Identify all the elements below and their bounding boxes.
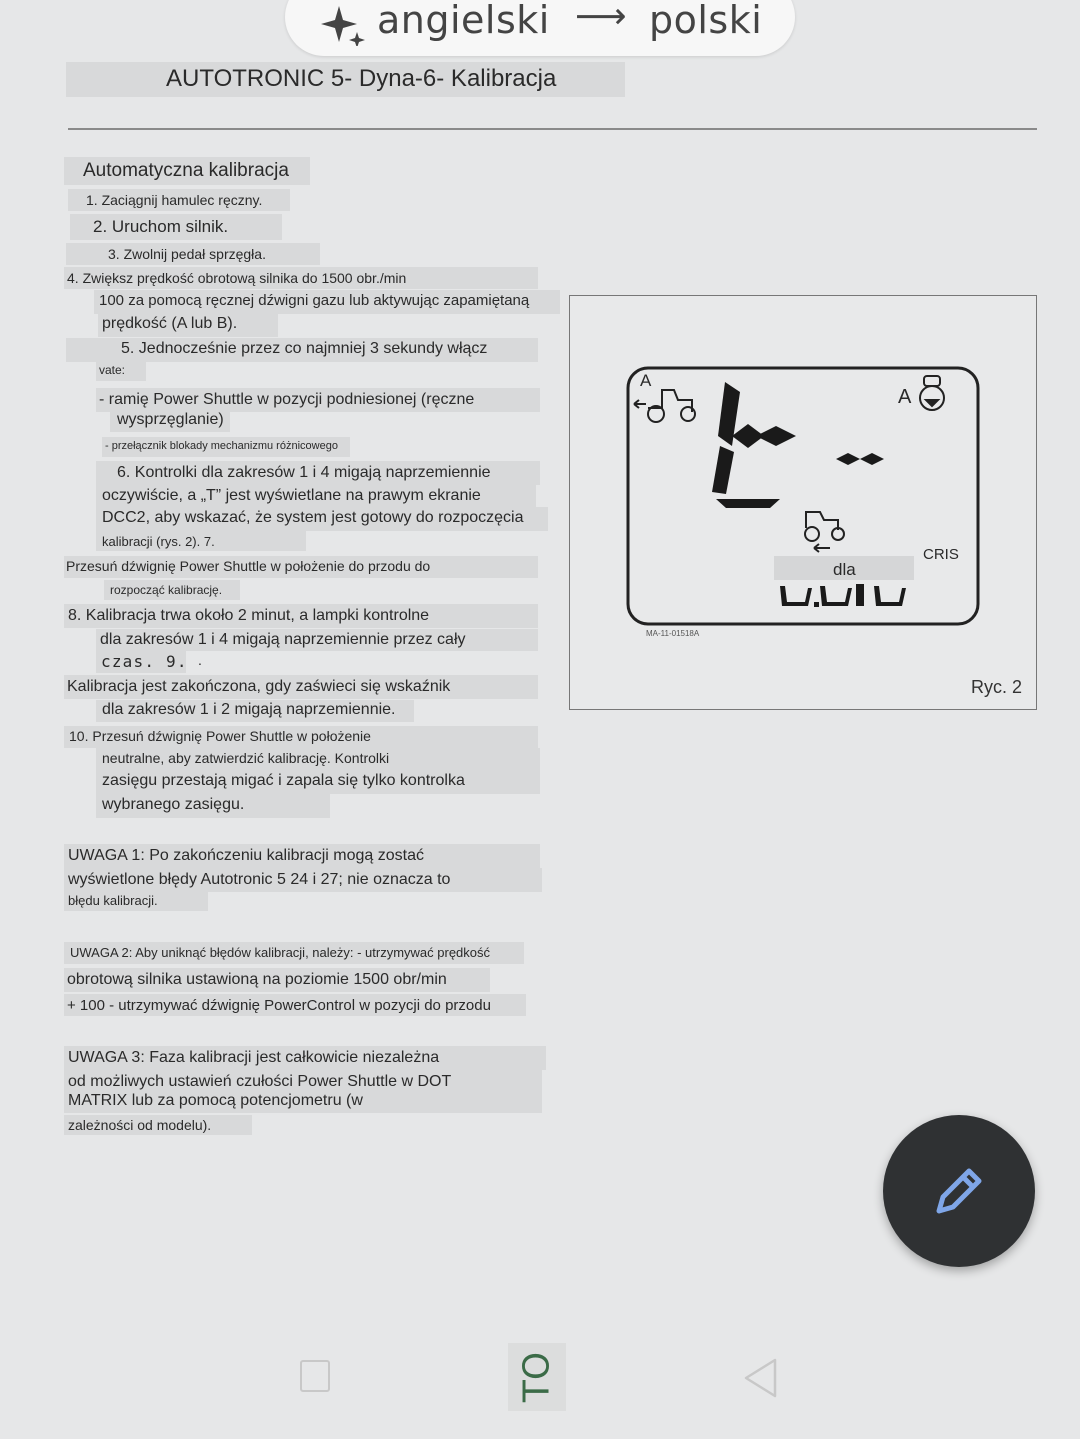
figure-caption: Ryc. 2 xyxy=(970,677,1022,697)
translate-language-bar[interactable] xyxy=(285,0,795,56)
text-line: 6. Kontrolki dla zakresów 1 i 4 migają naprzemiennie xyxy=(117,464,491,481)
text-line: obrotową silnika ustawioną na poziomie 1500 obr/min xyxy=(67,971,447,988)
source-language[interactable]: angielski xyxy=(377,0,550,42)
text-line: + 100 - utrzymywać dźwignię PowerControl w pozycji do przodu xyxy=(67,997,491,1014)
text-line: . xyxy=(198,652,202,668)
lcd-label-a-right: A xyxy=(898,386,912,408)
recents-button[interactable] xyxy=(300,1360,330,1392)
text-line: - ramię Power Shuttle w pozycji podniesionej (ręczne xyxy=(99,391,475,408)
text-line: vate: xyxy=(99,363,126,377)
text-line: 3. Zwolnij pedał sprzęgła. xyxy=(108,246,266,262)
text-line: DCC2, aby wskazać, że system jest gotowy do rozpoczęcia xyxy=(102,509,524,526)
text-line: dla zakresów 1 i 4 migają naprzemiennie przez cały xyxy=(100,631,466,648)
section-heading: Automatyczna kalibracja xyxy=(83,160,289,181)
text-line: 8. Kalibracja trwa około 2 minut, a lampki kontrolne xyxy=(68,607,430,624)
tractor-arrow-icon xyxy=(634,390,695,422)
title-divider xyxy=(68,128,1037,130)
pencil-icon xyxy=(929,1161,989,1221)
lcd-label-dla: dla xyxy=(833,560,856,579)
text-line: - przełącznik blokady mechanizmu różnicowego xyxy=(105,440,338,452)
figure-code: MA-11-01518A xyxy=(646,629,700,638)
lcd-label-a-left: A xyxy=(640,371,652,390)
text-line: MATRIX lub za pomocą potencjometru (w xyxy=(68,1092,363,1109)
text-line: 4. Zwiększ prędkość obrotową silnika do 1500 obr./min xyxy=(67,270,407,286)
text-line: dla zakresów 1 i 2 migają naprzemiennie. xyxy=(102,701,396,718)
text-line: od możliwych ustawień czułości Power Shuttle w DOT xyxy=(68,1073,452,1090)
page-title: AUTOTRONIC 5- Dyna-6- Kalibracja xyxy=(166,65,557,92)
tractor-icon-bottom xyxy=(805,512,844,552)
text-line: UWAGA 3: Faza kalibracji jest całkowicie niezależna xyxy=(68,1049,440,1066)
segment-digits xyxy=(780,584,906,607)
text-line: UWAGA 1: Po zakończeniu kalibracji mogą zostać xyxy=(68,847,425,864)
segment-t xyxy=(712,382,796,508)
text-line: 10. Przesuń dźwignię Power Shuttle w położenie xyxy=(69,728,371,744)
text-line: oczywiście, a „T” jest wyświetlane na prawym ekranie xyxy=(102,487,481,504)
text-line: neutralne, aby zatwierdzić kalibrację. Kontrolki xyxy=(102,750,390,766)
text-line: wyświetlone błędy Autotronic 5 24 i 27; nie oznacza to xyxy=(68,871,451,888)
text-line: 5. Jednocześnie przez co najmniej 3 sekundy włącz xyxy=(121,340,488,357)
text-line: Przesuń dźwignię Power Shuttle w położenie do przodu do xyxy=(66,558,431,574)
text-line: 2. Uruchom silnik. xyxy=(93,217,229,236)
text-line: UWAGA 2: Aby uniknąć błędów kalibracji, należy: - utrzymywać prędkość xyxy=(70,945,491,960)
lcd-display-drawing xyxy=(570,296,1036,709)
text-line: błędu kalibracji. xyxy=(68,893,158,908)
text-line: 1. Zaciągnij hamulec ręczny. xyxy=(86,192,263,208)
text-line: kalibracji (rys. 2). 7. xyxy=(102,534,215,549)
sparkle-icon xyxy=(319,4,369,46)
target-language[interactable]: polski xyxy=(649,0,763,42)
edit-button[interactable] xyxy=(883,1115,1035,1267)
text-line: prędkość (A lub B). xyxy=(102,315,238,332)
text-line: zasięgu przestają migać i zapala się tylko kontrolka xyxy=(102,772,465,789)
segment-dash xyxy=(836,453,884,465)
text-line: czas. 9. xyxy=(101,652,188,671)
text-line: 100 za pomocą ręcznej dźwigni gazu lub aktywując zapamiętaną xyxy=(99,292,530,309)
lcd-label-cris: CRIS xyxy=(923,546,959,563)
engine-icon xyxy=(920,376,944,410)
back-button[interactable] xyxy=(742,1357,778,1399)
text-line: Kalibracja jest zakończona, gdy zaświeci się wskaźnik xyxy=(67,678,451,695)
figure-display-diagram xyxy=(569,295,1037,710)
text-line: rozpocząć kalibrację. xyxy=(110,583,223,597)
home-label: TO xyxy=(516,1351,558,1403)
language-arrow: ⟶ xyxy=(575,0,627,37)
text-line: wysprzęglanie) xyxy=(117,411,224,428)
text-line: wybranego zasięgu. xyxy=(102,796,245,813)
text-line: zależności od modelu). xyxy=(68,1117,212,1133)
